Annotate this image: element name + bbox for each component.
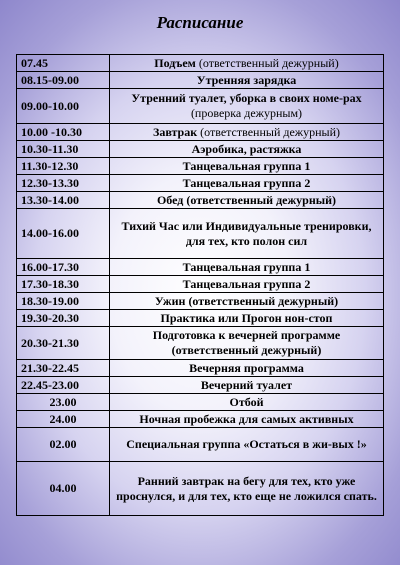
activity-text: Танцевальная группа 2: [182, 276, 311, 291]
activity-text: Ранний завтрак на бегу для тех, кто уже проснулся, и для тех, кто еще не ложился спать.: [116, 473, 377, 503]
activity-cell: [110, 394, 384, 411]
activity-text: Танцевальная группа 2: [182, 175, 311, 190]
activity-text: Утренний туалет, уборка в своих номе-рах: [131, 91, 362, 105]
activity-text: Обед (ответственный дежурный): [156, 192, 337, 207]
activity-cell: [110, 276, 384, 293]
table-row: [17, 276, 384, 293]
activity-text: Ночная пробежка для самых активных: [139, 411, 354, 426]
activity-text: Танцевальная группа 1: [182, 259, 311, 274]
activity-cell: [110, 259, 384, 276]
activity-text: Аэробика, растяжка: [191, 141, 302, 156]
activity-text: Вечерняя программа: [189, 360, 304, 375]
time-cell: 24.00: [17, 411, 110, 428]
table-row: [17, 259, 384, 276]
table-row: [17, 72, 384, 89]
time-cell: 20.30-21.30: [17, 327, 110, 360]
activity-cell: [110, 175, 384, 192]
activity-cell: [110, 293, 384, 310]
activity-cell: [110, 158, 384, 175]
activity-cell: [110, 462, 384, 516]
activity-note: (проверка дежурным): [190, 106, 303, 120]
activity-text: Танцевальная группа 1: [182, 158, 311, 173]
activity-text: Специальная группа «Остаться в жи-вых !»: [126, 437, 367, 451]
table-row: [17, 55, 384, 72]
activity-cell: [110, 55, 384, 72]
activity-cell: [110, 89, 384, 124]
activity-text: Подготовка к вечерней программе (ответственный дежурный): [152, 328, 341, 357]
time-cell: 10.00 -10.30: [17, 124, 110, 141]
time-cell: 02.00: [17, 428, 110, 462]
table-row: [17, 293, 384, 310]
activity-cell: [110, 72, 384, 89]
time-cell: 21.30-22.45: [17, 360, 110, 377]
table-row: [17, 462, 384, 516]
table-row: [17, 360, 384, 377]
table-row: [17, 209, 384, 259]
time-cell: 14.00-16.00: [17, 209, 110, 259]
activity-text: Практика или Прогон нон-стоп: [160, 310, 333, 325]
table-row: [17, 310, 384, 327]
time-cell: 09.00-10.00: [17, 89, 110, 124]
activity-text: Утренняя зарядка: [196, 72, 297, 87]
table-row: [17, 124, 384, 141]
time-cell: 08.15-09.00: [17, 72, 110, 89]
time-cell: 19.30-20.30: [17, 310, 110, 327]
table-row: [17, 377, 384, 394]
activity-note: (ответственный дежурный): [195, 55, 339, 70]
activity-cell: [110, 360, 384, 377]
time-cell: 13.30-14.00: [17, 192, 110, 209]
table-row: [17, 141, 384, 158]
activity-text: Ужин (ответственный дежурный): [154, 293, 339, 308]
time-cell: 12.30-13.30: [17, 175, 110, 192]
time-cell: 17.30-18.30: [17, 276, 110, 293]
time-cell: 16.00-17.30: [17, 259, 110, 276]
activity-cell: [110, 209, 384, 259]
activity-cell: [110, 428, 384, 462]
activity-text: Подъем: [154, 55, 196, 70]
activity-cell: [110, 141, 384, 158]
activity-text: Вечерний туалет: [200, 377, 293, 392]
time-cell: 23.00: [17, 394, 110, 411]
table-row: [17, 411, 384, 428]
schedule-table: [16, 54, 384, 516]
table-row: [17, 175, 384, 192]
activity-cell: [110, 192, 384, 209]
activity-text: Тихий Час или Индивидуальные тренировки, для тех, кто полон сил: [121, 218, 372, 248]
table-row: [17, 192, 384, 209]
time-cell: 18.30-19.00: [17, 293, 110, 310]
time-cell: 10.30-11.30: [17, 141, 110, 158]
activity-text: Отбой: [229, 394, 264, 409]
activity-note: (ответственный дежурный): [197, 124, 340, 139]
page-title: Расписание: [156, 13, 244, 32]
table-row: [17, 89, 384, 124]
table-row: [17, 428, 384, 462]
activity-cell: [110, 124, 384, 141]
table-row: [17, 327, 384, 360]
activity-cell: [110, 310, 384, 327]
time-cell: 22.45-23.00: [17, 377, 110, 394]
activity-cell: [110, 377, 384, 394]
table-row: [17, 158, 384, 175]
activity-cell: [110, 327, 384, 360]
time-cell: 07.45: [17, 55, 110, 72]
activity-cell: [110, 411, 384, 428]
table-row: [17, 394, 384, 411]
time-cell: 11.30-12.30: [17, 158, 110, 175]
time-cell: 04.00: [17, 462, 110, 516]
activity-text: Завтрак: [153, 124, 198, 139]
